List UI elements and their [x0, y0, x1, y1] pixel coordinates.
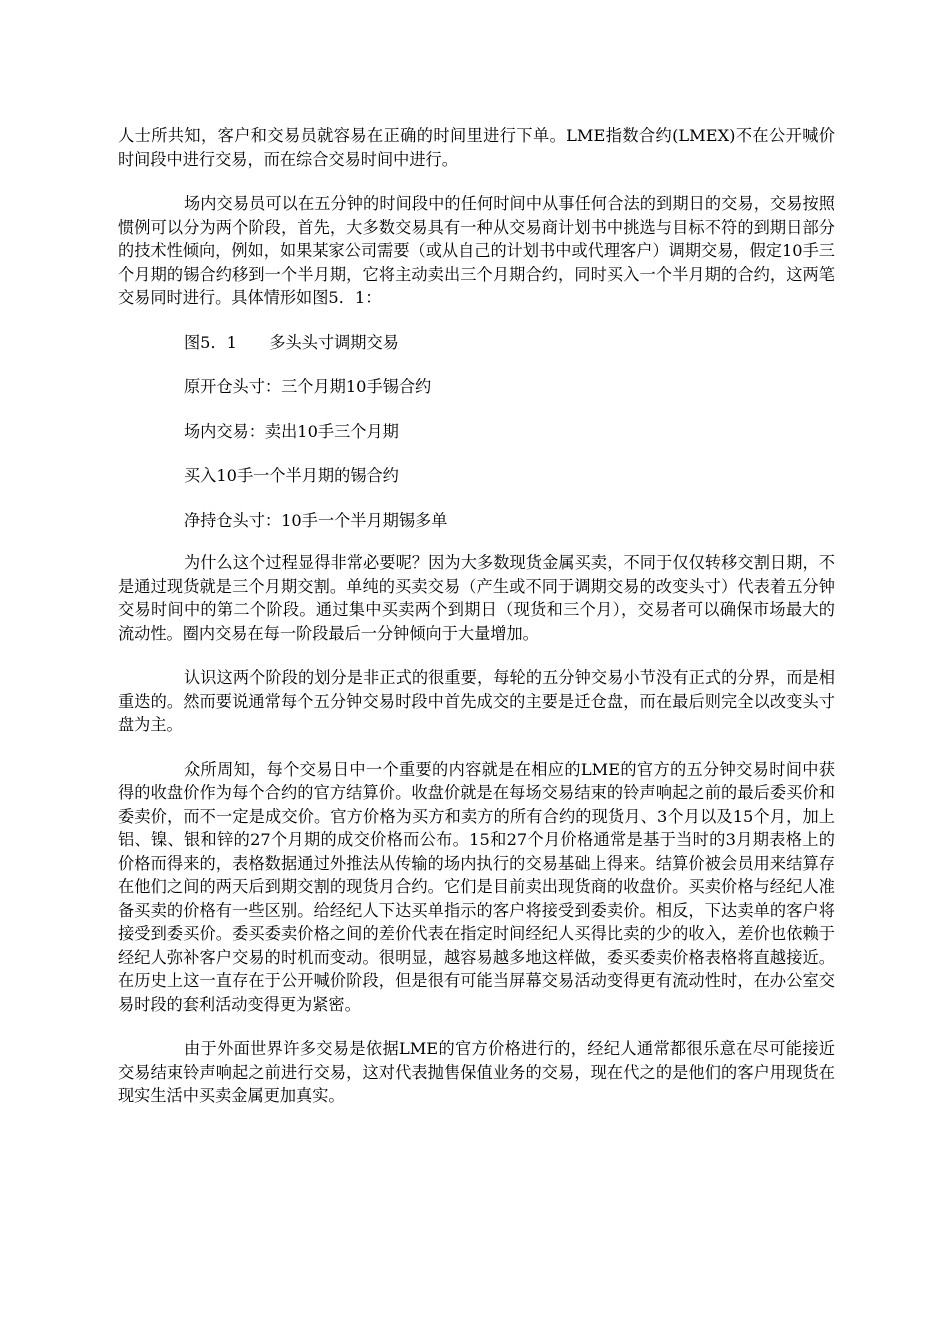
- paragraph-two-phases: 认识这两个阶段的划分是非正式的很重要，每轮的五分钟交易小节没有正式的分界，而是相重迭的。然而要说通常每个五分钟交易时段中首先成交的主要是迁仓盘，而在最后则完全以改变头寸盘为主。: [118, 668, 835, 734]
- figure-title: 图5．1 多头头寸调期交易: [184, 332, 399, 352]
- figure-line-original-position: 原开仓头寸：三个月期10手锡合约: [184, 377, 432, 396]
- paragraph-official-prices: 众所周知，每个交易日中一个重要的内容就是在相应的LME的官方的五分钟交易时间中获得的收盘价作为每个合约的官方结算价。收盘价就是在每场交易结束的铃声响起之前的最后委买价和委卖价，而不一定是成交价。官方价格为买方和卖方的所有合约的现货月、3个月以及15个月，加上铝、镍、银和锌的27个月期的成交价格而公布。15和27个月价格通常是基于当时的3月期表格上的价格而得来的，表格数据通过外推法从传输的场内执行的交易基础上得来。结算价被会员用来结算存在他们之间的两天后到期交割的现货月合约。它们是目前卖出现货商的收盘价。买卖价格与经纪人准备买卖的价格有一些区别。给经纪人下达买单指示的客户将接受到委卖价。相反，下达卖单的客户将接受到委买价。委买委卖价格之间的差价代表在指定时间经纪人买得比卖的少的收入，差价也依赖于经纪人弥补客户交易的时机而变动。很明显，越容易越多地这样做，委买委卖价格表格将直越接近。在历史上这一直存在于公开喊价阶段，但是很有可能当屏幕交易活动变得更有流动性时，在办公室交易时段的套利活动变得更为紧密。: [118, 759, 835, 1014]
- figure-line-floor-trade: 场内交易：卖出10手三个月期: [184, 421, 399, 441]
- figure-line-net-position: 净持仓头寸：10手一个半月期锡多单: [184, 510, 448, 530]
- paragraph-lmex-trading: 人士所共知，客户和交易员就容易在正确的时间里进行下单。LME指数合约(LMEX)不在公开喊价时间段中进行交易，而在综合交易时间中进行。: [118, 126, 835, 169]
- paragraph-why-necessary: 为什么这个过程显得非常必要呢？因为大多数现货金属买卖，不同于仅仅转移交割日期，不是通过现货就是三个月期交割。单纯的买卖交易（产生或不同于调期交易的改变头寸）代表着五分钟交易时间中的第二个阶段。通过集中买卖两个到期日（现货和三个月），交易者可以确保市场最大的流动性。圈内交易在每一阶段最后一分钟倾向于大量增加。: [118, 553, 835, 643]
- paragraph-floor-traders: 场内交易员可以在五分钟的时间段中的任何时间中从事任何合法的到期日的交易，交易按照惯例可以分为两个阶段，首先，大多数交易具有一种从交易商计划书中挑选与目标不符的到期日部分的技术性倾向，例如，如果某家公司需要（或从自己的计划书中或代理客户）调期交易，假定10手三个月期的锡合约移到一个半月期，它将主动卖出三个月期合约，同时买入一个半月期的合约，这两笔交易同时进行。具体情形如图5．1：: [118, 194, 835, 307]
- figure-line-buy: 买入10手一个半月期的锡合约: [184, 466, 399, 485]
- paragraph-broker-timing: 由于外面世界许多交易是依据LME的官方价格进行的，经纪人通常都很乐意在尽可能接近交易结束铃声响起之前进行交易，这对代表抛售保值业务的交易，现在代之的是他们的客户用现货在现实生活中买卖金属更加真实。: [118, 1039, 835, 1105]
- figure-5-1: [118, 331, 835, 533]
- document-body: [118, 118, 835, 1108]
